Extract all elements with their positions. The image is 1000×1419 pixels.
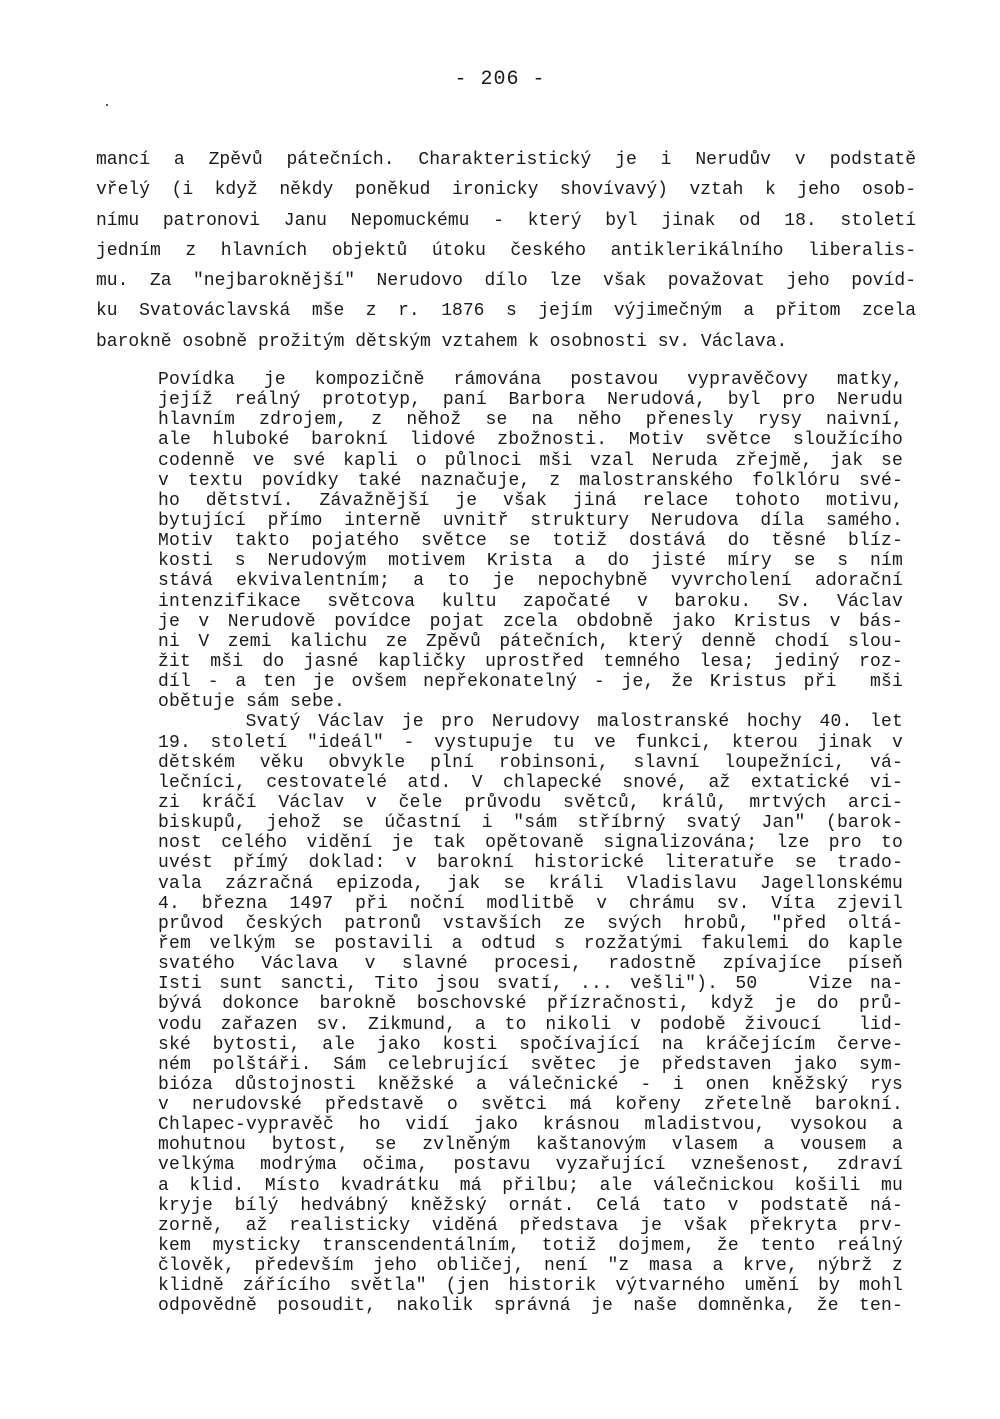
text-line: je v Nerudově povídce pojat zcela obdobně jako Kristus v bás- <box>158 611 903 632</box>
text-line: kosti s Nerudovým motivem Krista a do jisté míry se s ním <box>158 551 903 572</box>
text-line: ném polštáři. Sám celebrující světec je představen jako sym- <box>158 1054 903 1075</box>
scan-speck <box>106 104 108 106</box>
text-line: v nerudovské představě o světci má kořeny zřetelně barokní. <box>158 1095 903 1116</box>
text-line: mohutnou bytost, se zvlněným kaštanovým vlasem a vousem a <box>158 1135 903 1156</box>
text-line: Motiv takto pojatého světce se totiž dostává do těsné blíz- <box>158 531 903 552</box>
text-line: průvod českých patronů vstavších ze svých hrobů, "před oltá- <box>158 913 903 934</box>
text-line: ni V zemi kalichu ze Zpěvů pátečních, který denně chodí slou- <box>158 631 903 652</box>
page-number: - 206 - <box>454 68 546 91</box>
text-line: nímu patronovi Janu Nepomuckému - který byl jinak od 18. století <box>96 210 916 231</box>
text-line: Svatý Václav je pro Nerudovy malostranské hochy 40. let <box>158 712 903 733</box>
text-line: Povídka je kompozičně rámována postavou vypravěčovy matky, <box>158 370 903 390</box>
text-line: kryje bílý hedvábný kněžský ornát. Celá tato v podstatě ná- <box>158 1195 903 1216</box>
text-line: vala zázračná epizoda, jak se králi Vladislavu Jagellonskému <box>158 873 903 894</box>
text-line: jejíž reálný prototyp, paní Barbora Nerudová, byl pro Nerudu <box>158 390 903 411</box>
text-line: bytující přímo interně uvnitř struktury Nerudova díla samého. <box>158 510 903 531</box>
text-line: klidně zářícího světla" (jen historik výtvarného umění by mohl <box>158 1276 903 1297</box>
text-line: zi kráčí Václav v čele průvodu světců, králů, mrtvých arci- <box>158 792 903 813</box>
text-line: jedním z hlavních objektů útoku českého antiklerikálního liberalis- <box>96 240 916 261</box>
text-line: stává ekvivalentním; a to je nepochybně vyvrcholení adorační <box>158 571 903 592</box>
text-line: vřelý (i když někdy poněkud ironicky shovívavý) vztah k jeho osob- <box>96 180 916 201</box>
text-line: ale hluboké barokní lidové zbožnosti. Motiv světce sloužícího <box>158 430 903 451</box>
text-line: 4. března 1497 při noční modlitbě v chrámu sv. Víta zjevil <box>158 893 903 914</box>
text-line: mu. Za "nejbaroknější" Nerudovo dílo lze však považovat jeho povíd- <box>96 271 916 292</box>
text-line: zorně, až realisticky viděná představa je však překryta prv- <box>158 1215 903 1236</box>
intro-paragraph <box>96 145 916 357</box>
text-line: bývá dokonce barokně boschovské přízračnosti, když je do prů- <box>158 994 903 1015</box>
text-line: a klid. Místo kvadrátku má přilbu; ale válečnickou košili mu <box>158 1175 903 1196</box>
text-line: dětském věku obvykle plní robinsoni, slavní loupežníci, vá- <box>158 752 903 773</box>
text-line: kem mysticky transcendentálním, totiž dojmem, že tento reálný <box>158 1236 903 1257</box>
text-line: v textu povídky také naznačuje, z malostranského folklóru své- <box>158 470 903 491</box>
text-line: ské bytosti, ale jako kosti spočívající na kráčejícím červe- <box>158 1034 903 1055</box>
text-line: hlavním zdrojem, z něhož se na něho přenesly rysy naivní, <box>158 410 903 431</box>
text-line: uvést přímý doklad: v barokní historické literatuře se trado- <box>158 853 903 874</box>
text-line: Chlapec-vypravěč ho vidí jako krásnou mladistvou, vysokou a <box>158 1115 903 1136</box>
text-line: velkýma modrýma očima, postavu vyzařující vznešenost, zdraví <box>158 1155 903 1176</box>
text-line: vodu zařazen sv. Zikmund, a to nikoli v podobě živoucí lid- <box>158 1014 903 1035</box>
text-line: codenně ve své kapli o půlnoci mši vzal Neruda zřejmě, jak se <box>158 450 903 471</box>
text-line: řem velkým se postavili a odtud s rozžatými fakulemi do kaple <box>158 933 903 954</box>
text-line: žit mši do jasné kapličky uprostřed temného lesa; jediný roz- <box>158 651 903 672</box>
text-line: ho dětství. Závažnější je však jiná relace tohoto motivu, <box>158 490 903 511</box>
text-line: bióza důstojnosti kněžské a válečnické - i onen kněžský rys <box>158 1074 903 1095</box>
text-line: odpovědně posoudit, nakolik správná je naše domněnka, že ten- <box>158 1296 903 1317</box>
text-line: biskupů, jehož se účastní i "sám stříbrný svatý Jan" (barok- <box>158 813 903 834</box>
text-line: lečníci, cestovatelé atd. V chlapecké snové, až extatické vi- <box>158 772 903 793</box>
text-line: barokně osobně prožitým dětským vztahem k osobnosti sv. Václava. <box>96 331 788 352</box>
text-line: díl - a ten je ovšem nepřekonatelný - je, že Kristus při mši <box>158 672 903 693</box>
text-line: obětuje sám sebe. <box>158 692 346 713</box>
text-line: 19. století "ideál" - vystupuje tu ve funkci, kterou jinak v <box>158 732 903 753</box>
text-line: intenzifikace světcova kultu započaté v baroku. Sv. Václav <box>158 591 903 612</box>
text-line: Isti sunt sancti, Tito jsou svatí, ... vešli"). 50 Vize na- <box>158 974 903 995</box>
text-line: ku Svatováclavská mše z r. 1876 s jejím výjimečným a přitom zcela <box>96 301 916 322</box>
text-line: mancí a Zpěvů pátečních. Charakteristický je i Nerudův v podstatě <box>96 150 916 170</box>
text-line: nost celého vidění je tak opětovaně signalizována; lze pro to <box>158 833 903 854</box>
text-line: člověk, především jeho obličej, není "z masa a krve, nýbrž z <box>158 1256 903 1277</box>
text-line: svatého Václava v slavné procesi, radostně zpívajíce píseň <box>158 954 903 975</box>
indented-body-text <box>158 370 903 1317</box>
